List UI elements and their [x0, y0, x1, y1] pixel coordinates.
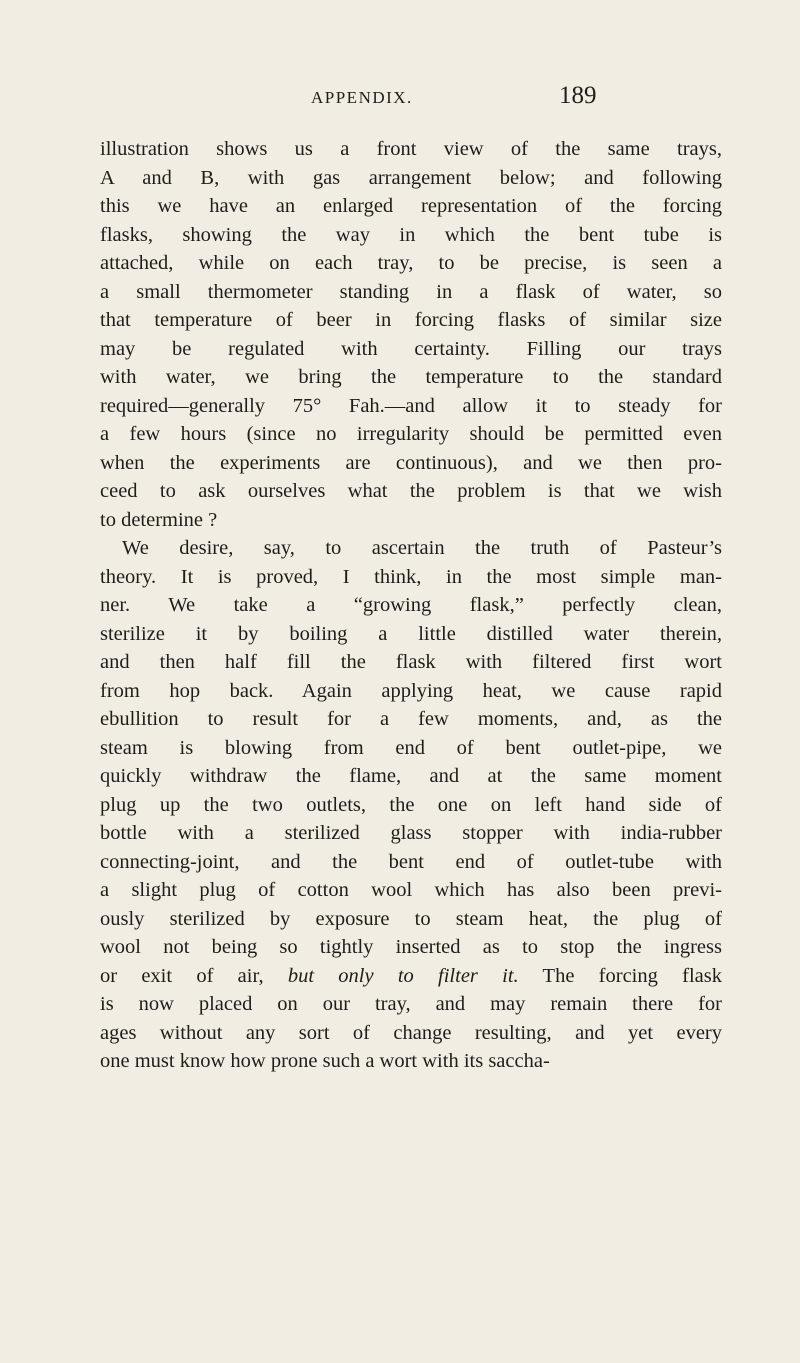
- text-line: ebullition to result for a few moments, and, as the: [100, 708, 722, 730]
- text-line: that temperature of beer in forcing flasks of similar size: [100, 309, 722, 331]
- text-line: ner. We take a “growing flask,” perfectly clean,: [100, 594, 722, 616]
- running-title: APPENDIX.: [311, 88, 413, 107]
- line-segment: or exit of air,: [100, 964, 288, 987]
- text-line: theory. It is proved, I think, in the most simple man-: [100, 565, 722, 588]
- text-line: attached, while on each tray, to be precise, is seen a: [100, 252, 722, 274]
- text-line: when the experiments are continuous), and we then pro-: [100, 451, 722, 474]
- text-line: this we have an enlarged representation of the forcing: [100, 195, 722, 217]
- text-line: may be regulated with certainty. Filling our trays: [100, 337, 722, 360]
- italic-phrase: but only to filter it.: [287, 964, 519, 987]
- text-line: required—generally 75° Fah.—and allow it to steady for: [100, 394, 722, 417]
- body-text: [100, 135, 722, 1076]
- text-line: quickly withdraw the flame, and at the same moment: [100, 765, 722, 787]
- line-segment: The forcing flask: [518, 964, 722, 987]
- paragraph-end-line: to determine ?: [100, 508, 218, 531]
- text-line: A and B, with gas arrangement below; and following: [100, 166, 722, 189]
- page-number: 189: [559, 82, 597, 109]
- text-line: with water, we bring the temperature to the standard: [100, 366, 722, 388]
- text-line: ceed to ask ourselves what the problem is that we wish: [100, 480, 722, 502]
- text-line: ously sterilized by exposure to steam heat, the plug of: [100, 907, 722, 930]
- text-line: steam is blowing from end of bent outlet-pipe, we: [100, 736, 722, 759]
- text-line: sterilize it by boiling a little distilled water therein,: [100, 622, 722, 645]
- running-head: [0, 82, 800, 112]
- text-line: connecting-joint, and the bent end of outlet-tube with: [100, 850, 722, 873]
- paragraph-start-line: We desire, say, to ascertain the truth of Pasteur’s: [122, 537, 722, 559]
- text-line: flasks, showing the way in which the bent tube is: [100, 223, 722, 246]
- text-line: and then half fill the flask with filtered first wort: [100, 651, 722, 673]
- text-line: illustration shows us a front view of the same trays,: [100, 138, 722, 160]
- text-line: bottle with a sterilized glass stopper with india-rubber: [100, 822, 722, 844]
- text-line: plug up the two outlets, the one on left hand side of: [100, 793, 722, 816]
- text-line: ages without any sort of change resulting, and yet every: [100, 1021, 722, 1044]
- text-line: a slight plug of cotton wool which has also been previ-: [100, 879, 722, 901]
- text-line: wool not being so tightly inserted as to stop the ingress: [100, 936, 722, 958]
- text-line: is now placed on our tray, and may remain there for: [100, 993, 722, 1015]
- text-line: from hop back. Again applying heat, we cause rapid: [100, 679, 722, 702]
- text-line: a small thermometer standing in a flask of water, so: [100, 280, 722, 303]
- text-line: one must know how prone such a wort with its saccha-: [100, 1050, 550, 1072]
- text-line: a few hours (since no irregularity should be permitted even: [100, 423, 722, 445]
- text-line-with-italic: [100, 962, 722, 991]
